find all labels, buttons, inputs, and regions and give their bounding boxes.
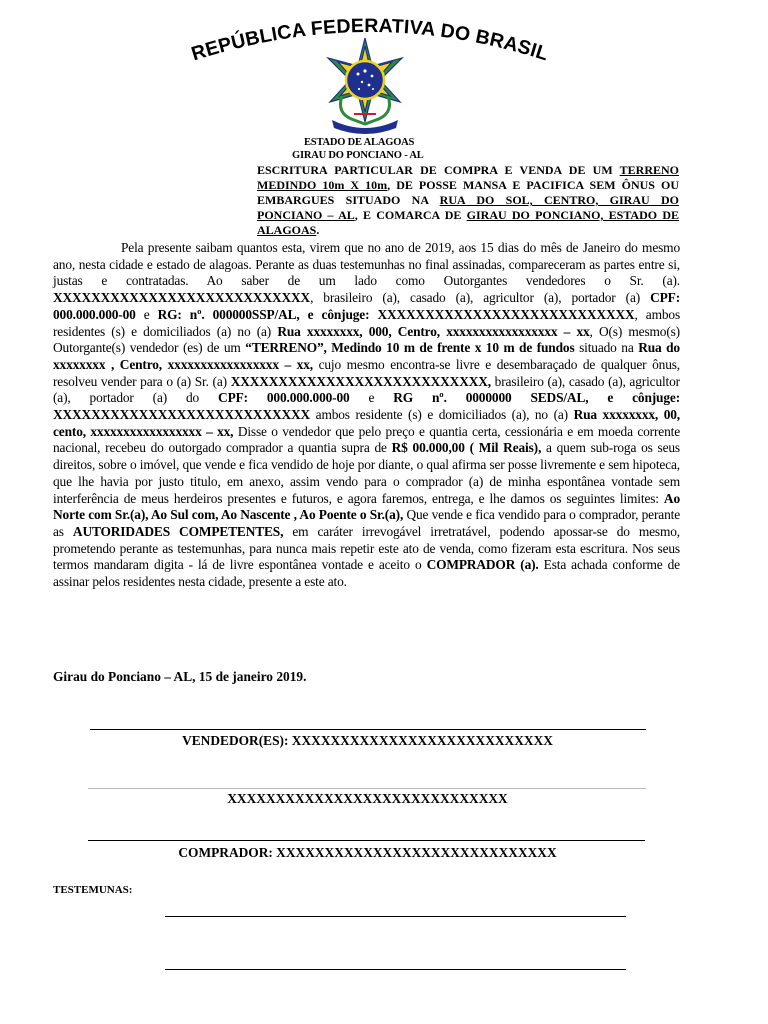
heading-text: . (316, 223, 320, 237)
body-text: a quem sub-roga os seus direitos, sobre o imóvel, que vende e fica vendido de hoje por diante, o qual afirma ser posse livremente e sem hipoteca, que lhe havia por justo titulo, em anexo, assim vendo para o comprador (a) de minha espontânea vontade sem interferência de meus herdeiros presentes e futuros, e agora faremos, entrega, e lhe damos os seguintes limites: (53, 440, 680, 506)
body-text: em caráter irrevogável irretratável, podendo apossar-se do mesmo, prometendo perante as testemunhas, para nunca mais repetir este ato de venda, como fizeram esta escritura. Nos seus termos mandaram digita - lá de livre espontânea vontade e aceito o (53, 523, 680, 573)
witnesses-label: TESTEMUNAS: (53, 884, 133, 896)
coat-of-arms-icon (318, 36, 412, 136)
witness-1-signature-line (165, 916, 626, 917)
body-text: Disse o vendedor que pelo preço e quantia certa, cessionária e em moeda corrente nacional, recebeu do outorgado comprador a quantia supra de (53, 423, 680, 456)
seller-signature-line (90, 729, 646, 730)
seller-signature-label: VENDEDOR(ES): XXXXXXXXXXXXXXXXXXXXXXXXXXX (182, 733, 553, 748)
heading-text: ESCRITURA PARTICULAR DE COMPRA E VENDA DE UM (257, 163, 620, 177)
spouse-signature-line (88, 788, 646, 789)
deed-body (53, 240, 680, 591)
body-text: ambos residente (s) e domiciliados (a), no (a) (310, 407, 574, 423)
heading-underlined: RUA DO SOL, CENTRO, GIRAU DO PONCIANO – AL (257, 193, 679, 222)
spouse-signature-label: XXXXXXXXXXXXXXXXXXXXXXXXXXXXX (227, 791, 508, 806)
seller-cpf: CPF: 000.000.000-00 (53, 290, 680, 322)
body-text: e (135, 306, 158, 322)
deed-heading (257, 163, 679, 238)
price: R$ 00.000,00 ( Mil Reais), (391, 440, 542, 456)
city-line: GIRAU DO PONCIANO - AL (292, 150, 424, 161)
property-address: Rua do xxxxxxxx , Centro, xxxxxxxxxxxxxxxxx – xx, (53, 340, 680, 372)
body-text: brasileiro (a), casado (a), agricultor (a), portador (a) do (53, 373, 680, 406)
buyer-rg-spouse: RG nº. 0000000 SEDS/AL, e cônjuge: XXXXXXXXXXXXXXXXXXXXXXXXXXX (53, 390, 680, 423)
heading-text: , E COMARCA DE (354, 208, 467, 222)
seller-name: XXXXXXXXXXXXXXXXXXXXXXXXXXX (53, 290, 311, 306)
buyer-address: Rua xxxxxxxx, 00, cento, xxxxxxxxxxxxxxxxx – xx, (53, 407, 680, 439)
property-description: “TERRENO”, Medindo 10 m de frente x 10 m de fundos (245, 340, 575, 356)
heading-text: , DE POSSE MANSA E PACIFICA SEM ÔNUS OU EMBARGUES SITUADO NA (257, 178, 679, 207)
heading-underlined: TERRENO MEDINDO 10m X 10m (257, 163, 679, 192)
buyer-name: XXXXXXXXXXXXXXXXXXXXXXXXXXX, (230, 373, 491, 389)
body-paragraph (53, 240, 680, 591)
body-text: , brasileiro (a), casado (a), agricultor (a), portador (a) (310, 290, 651, 306)
seller-address: Rua xxxxxxxx, 000, Centro, xxxxxxxxxxxxxxxxx – xx (277, 323, 590, 339)
heading-underlined: GIRAU DO PONCIANO, ESTADO DE ALAGOAS (257, 208, 679, 237)
place-date: Girau do Ponciano – AL, 15 de janeiro 2019. (53, 669, 307, 684)
body-text: Esta achada conforme de assinar pelos residentes nesta cidade, presente a este ato. (53, 557, 680, 590)
arc-title-text: REPÚBLICA FEDERATIVA DO BRASIL (188, 14, 552, 66)
body-text: , O(s) mesmo(s) Outorgante(s) vendedor (es) de um (53, 323, 680, 356)
state-line: ESTADO DE ALAGOAS (304, 137, 415, 148)
body-text: , ambos residentes (s) e domiciliados (a) no (a) (53, 306, 681, 339)
property-limits: Ao Norte com Sr.(a), Ao Sul com, Ao Nascente , Ao Poente o Sr.(a), (53, 490, 680, 523)
body-text: e (349, 390, 394, 406)
buyer-signature-line (88, 840, 645, 841)
buyer-cpf: CPF: 000.000.000-00 (218, 390, 350, 406)
body-text: Pela presente saibam quantos esta, virem que no ano de 2019, aos 15 dias do mês de Janeiro do mesmo ano, nesta cidade e estado de alagoas. Perante as duas testemunhas no final assinadas, compareceram as partes entre si, justas e contratadas. Ao saber de um lado como Outorgantes vendedores o Sr. (a). (53, 240, 680, 289)
seller-rg-spouse: RG: nº. 000000SSP/AL, e cônjuge: XXXXXXXXXXXXXXXXXXXXXXXXXXX (157, 306, 635, 322)
buyer-signature-label: COMPRADOR: XXXXXXXXXXXXXXXXXXXXXXXXXXXXX (178, 845, 557, 860)
body-text: cujo mesmo encontra-se livre e desembaraçado de qualquer ônus, resolveu vender para o (a) Sr. (a) (53, 356, 681, 389)
witness-2-signature-line (165, 969, 626, 970)
buyer-ref: COMPRADOR (a). (426, 557, 539, 573)
body-text: situado na (574, 340, 639, 356)
authorities: AUTORIDADES COMPETENTES, (72, 523, 284, 539)
body-text: Que vende e fica vendido para o comprador, perante as (53, 507, 680, 539)
